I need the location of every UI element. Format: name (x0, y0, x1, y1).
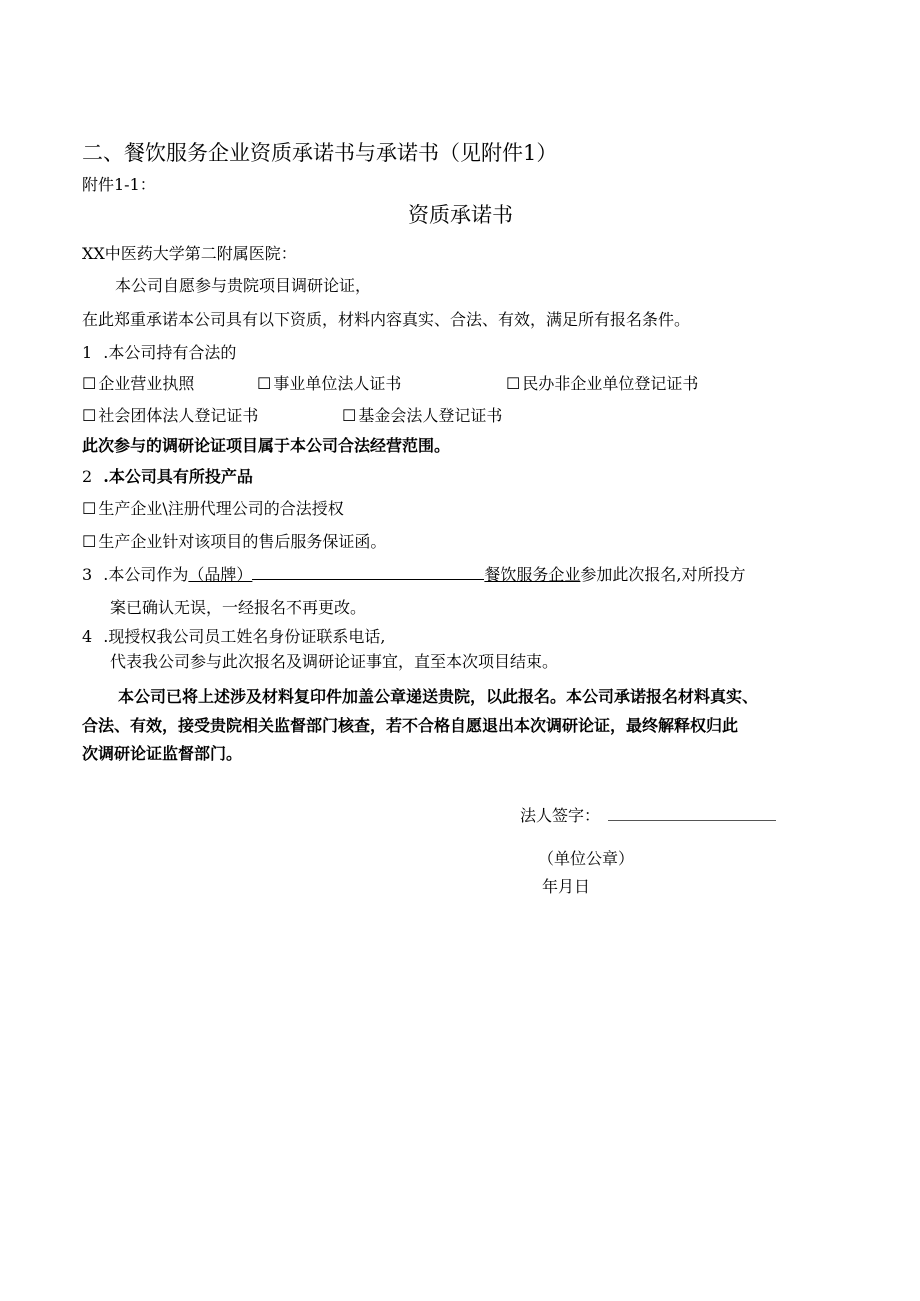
date-label: 年月日 (542, 877, 591, 896)
checkbox-option[interactable] (82, 496, 344, 519)
item-2-number: 2 (82, 467, 93, 486)
document-title: 资质承诺书 (408, 203, 513, 227)
attachment-label: 附件1-1： (82, 175, 156, 194)
signature-row (520, 803, 776, 826)
checkbox-icon[interactable]: ☐ (342, 406, 357, 425)
checkbox-icon[interactable]: ☐ (82, 499, 97, 518)
commitment-line-1: 本公司已将上述涉及材料复印件加盖公章递送贵院，以此报名。本公司承诺报名材料真实、 (118, 687, 759, 706)
checkbox-icon[interactable]: ☐ (257, 374, 272, 393)
item-3-suffix: 参加此次报名,对所投方 (580, 565, 746, 584)
option-label: 生产企业\注册代理公司的合法授权 (98, 499, 344, 518)
checkbox-option[interactable] (82, 529, 386, 552)
item-1-number: 1 (82, 343, 93, 362)
item-4-number: 4 (82, 627, 93, 646)
company-type: 餐饮服务企业 (484, 565, 581, 584)
option-label: 基金会法人登记证书 (358, 406, 503, 425)
item-4-line-2: 代表我公司参与此次报名及调研论证事宜，直至本次项目结束。 (110, 652, 559, 671)
scope-statement: 此次参与的调研论证项目属于本公司合法经营范围。 (82, 436, 451, 455)
checkbox-icon[interactable]: ☐ (82, 406, 97, 425)
intro-line-2: 在此郑重承诺本公司具有以下资质，材料内容真实、合法、有效，满足所有报名条件。 (82, 310, 691, 329)
checkbox-option[interactable] (82, 371, 194, 394)
item-3 (82, 562, 746, 585)
addressee: XX中医药大学第二附属医院： (82, 244, 297, 263)
intro-line-1: 本公司自愿参与贵院项目调研论证， (115, 276, 372, 295)
commitment-line-3: 次调研论证监督部门。 (82, 744, 243, 763)
checkbox-icon[interactable]: ☐ (506, 374, 521, 393)
section-heading: 二、餐饮服务企业资质承诺书与承诺书（见附件1） (82, 141, 558, 165)
item-1-text: .本公司持有合法的 (103, 343, 237, 362)
checkbox-icon[interactable]: ☐ (82, 374, 97, 393)
item-4-text: .现授权我公司员工姓名身份证联系电话, (103, 627, 386, 646)
option-label: 企业营业执照 (98, 374, 195, 393)
checkbox-option[interactable] (342, 403, 502, 426)
item-3-prefix: .本公司作为 (103, 565, 189, 584)
brand-label: （品牌） (188, 565, 253, 584)
option-label: 民办非企业单位登记证书 (522, 374, 699, 393)
item-3-line-2: 案已确认无误，一经报名不再更改。 (110, 598, 367, 617)
signature-label: 法人签字： (520, 806, 601, 825)
checkbox-icon[interactable]: ☐ (82, 532, 97, 551)
item-4 (82, 624, 385, 647)
company-seal-label: （单位公章） (538, 849, 635, 868)
item-2 (82, 464, 253, 487)
item-3-number: 3 (82, 565, 93, 584)
signature-field[interactable] (608, 804, 776, 821)
option-label: 生产企业针对该项目的售后服务保证函。 (98, 532, 387, 551)
checkbox-option[interactable] (506, 371, 698, 394)
checkbox-option[interactable] (257, 371, 401, 394)
option-label: 社会团体法人登记证书 (98, 406, 259, 425)
commitment-line-2: 合法、有效，接受贵院相关监督部门核查，若不合格自愿退出本次调研论证，最终解释权归此 (82, 716, 739, 735)
option-label: 事业单位法人证书 (273, 374, 402, 393)
item-2-text: .本公司具有所投产品 (103, 467, 253, 486)
item-1 (82, 340, 236, 363)
checkbox-option[interactable] (82, 403, 258, 426)
brand-blank-field[interactable] (252, 563, 484, 580)
